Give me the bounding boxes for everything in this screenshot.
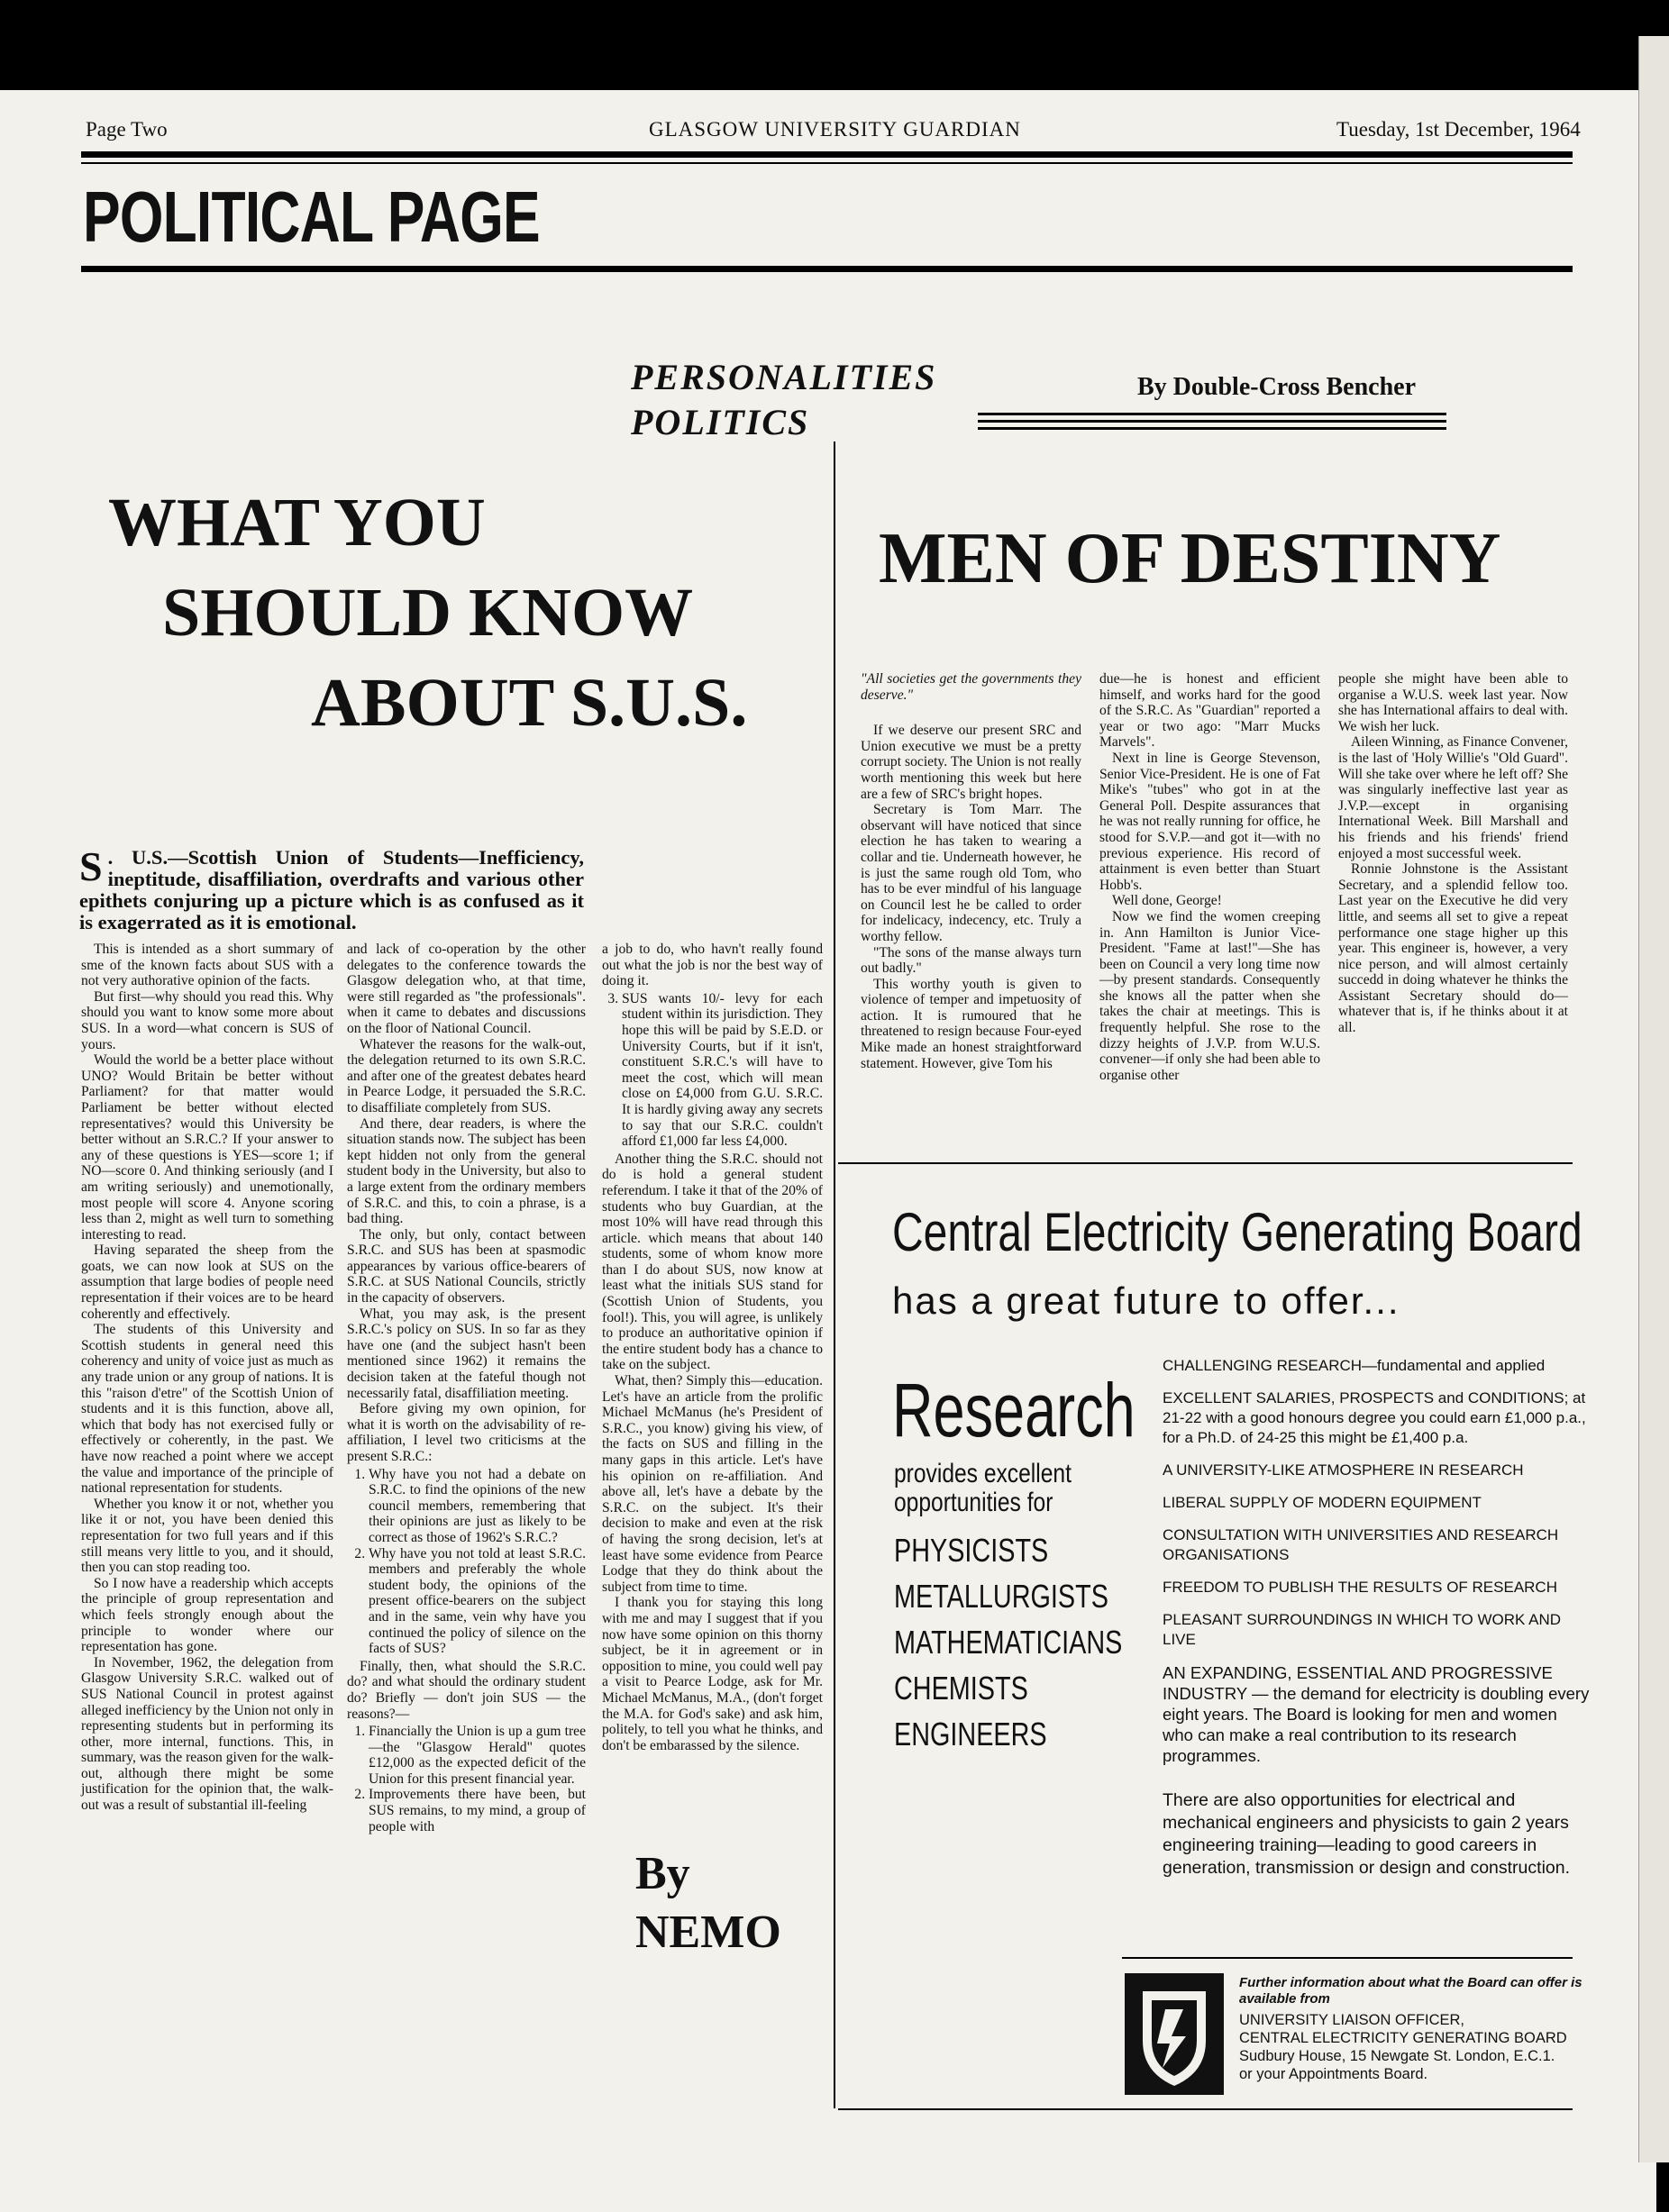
sus-reason-1: 1. Financially the Union is up a gum tree—the "Glasgow Herald" quotes £12,000 as the expected deficit of the Union for this present financial year. <box>369 1724 586 1787</box>
advert-opportunities: There are also opportunities for electrical and mechanical engineers and physicists to gain 2 years engineering training—leading to good careers in generation, transmission or design and construction. <box>1163 1790 1571 1878</box>
sus-c1-p2: But first—why should you read this. Why should you want to know some more about SUS. In a word—what concern is SUS of yours. <box>81 988 333 1052</box>
sus-c3-p3: I thank you for staying this long with me and may I suggest that if you now have some opinion on this thorny subject, be it in agreement or in opposition to mine, you could well pay a visit to Pearce Lodge, ask for Mr. Michael McManus, M.A., (don't forget the M.A. for God's sake) and ask him, politely, to tell you what he thinks, and don't be embarassed by the silence. <box>602 1595 823 1753</box>
cegb-logo <box>1125 1973 1224 2095</box>
advert-contact-rule <box>1122 1957 1573 1959</box>
nemo-byline-name: NEMO <box>635 1907 781 1958</box>
advert-top-rule <box>838 1162 1573 1164</box>
page-label: Page Two <box>86 118 168 141</box>
advert-bottom-rule <box>838 2108 1573 2110</box>
sus-c2-p4: The only, but only, contact between S.R.C. and SUS has been at spasmodic appearances by various office-bearers of S.R.C. at SUS National Councils, strictly in the capacity of observers. <box>347 1226 586 1306</box>
destiny-c1-p3: "The sons of the manse always turn out badly." <box>861 944 1081 977</box>
sus-headline-line1: WHAT YOU <box>108 485 486 560</box>
profession-chemists: CHEMISTS <box>894 1670 1028 1707</box>
sus-column-2 <box>347 942 586 1836</box>
destiny-epigraph: "All societies get the governments they deserve." <box>861 671 1081 703</box>
profession-physicists: PHYSICISTS <box>894 1532 1049 1569</box>
profession-engineers: ENGINEERS <box>894 1716 1047 1752</box>
sus-c3-p1: Another thing the S.R.C. should not do is hold a general student referendum. I take it that of the 20% of students who buy Guardian, at the most 10% will have read through this article. which means that about 140 students, some of whom know more than I do about SUS, now know at least what the initials SUS stand for (Scottish Union of Students, you fool!). This, you will agree, is unlikely to produce an authoritative opinion if the entire student body has a chance to take on the subject. <box>602 1151 823 1373</box>
sus-lead <box>79 843 584 933</box>
page-column-divider <box>834 441 835 2108</box>
contact-line-2: CENTRAL ELECTRICITY GENERATING BOARD <box>1239 2030 1567 2046</box>
sus-c2-p5: What, you may ask, is the present S.R.C.'s policy on SUS. In so far as they have one (and the subject hasn't been mentioned since 1962) it remains the decision taken at the fateful though not necessarily fatal, disaffiliation meeting. <box>347 1306 586 1401</box>
benefit-7: PLEASANT SURROUNDINGS IN WHICH TO WORK AND LIVE <box>1163 1611 1562 1648</box>
sus-c1-p7: So I now have a readership which accepts the principle of group representation and which feels strongly enough about the principle to wonder where our representation has gone. <box>81 1575 333 1655</box>
sus-c1-p4: Having separated the sheep from the goats, we can now look at SUS on the assumption that large bodies of people need representation if their voices are to be heard coherently and effectively. <box>81 1243 333 1322</box>
section-title: POLITICAL PAGE <box>83 177 540 257</box>
destiny-column-1 <box>861 671 1081 1071</box>
destiny-c2-p1: due—he is honest and efficient himself, and works hard for the good of the S.R.C. As "Guardian" reported a year or two ago: "Marr Mucks Marvels". <box>1099 671 1320 751</box>
benefit-expanding: AN EXPANDING, ESSENTIAL AND PROGRESSIVE INDUSTRY — the demand for electricity is doubling every eight years. The Board is looking for men and women who can make a real contribution to its research programmes. <box>1163 1663 1590 1765</box>
sus-c2-p6: Before giving my own opinion, for what it is worth on the advisability of re-affiliation, I level two criticisms at the present S.R.C.: <box>347 1401 586 1464</box>
profession-metallurgists: METALLURGISTS <box>894 1578 1108 1615</box>
advert-title: Central Electricity Generating Board <box>892 1202 1582 1262</box>
benefit-4: LIBERAL SUPPLY OF MODERN EQUIPMENT <box>1163 1494 1482 1511</box>
byline-rule-1 <box>978 413 1446 415</box>
drop-cap: S <box>79 843 103 889</box>
destiny-c3-p1: people she might have been able to organise a W.U.S. week last year. Now she has International affairs to deal with. We wish her luck. <box>1338 671 1568 734</box>
sus-criticisms-list <box>347 1467 586 1657</box>
sus-reason-3: 3. SUS wants 10/- levy for each student within its jurisdiction. They hope this will be paid by S.E.D. or University Courts, but if it isn't, constituent S.R.C.'s will have to meet the cost, which will mean close on £4,000 from G.U. S.R.C. It is hardly giving away any secrets to say that our S.R.C. couldn't afford £1,000 far less £4,000. <box>622 991 823 1150</box>
paper-name: GLASGOW UNIVERSITY GUARDIAN <box>649 118 1021 141</box>
issue-date: Tuesday, 1st December, 1964 <box>1336 118 1581 141</box>
advert-contact <box>1239 2011 1600 2083</box>
benefit-2: EXCELLENT SALARIES, PROSPECTS and CONDITIONS; at 21-22 with a good honours degree you could earn £1,000 p.a., for a Ph.D. of 24-25 this might be £1,400 p.a. <box>1163 1389 1586 1446</box>
destiny-c1-p2: Secretary is Tom Marr. The observant will have noticed that since election he has taken to wearing a collar and tie. Underneath however, he is just the same rough old Tom, who has to be ever mindful of his language on Council lest he be called to order for indelicacy, indecency, etc. Truly a worthy fellow. <box>861 802 1081 944</box>
advert-further-info: Further information about what the Board can offer is available from <box>1239 1975 1582 2007</box>
masthead-rule <box>81 151 1573 158</box>
masthead-rule-thin <box>81 162 1573 164</box>
sus-c1-p3: Would the world be a better place without UNO? Would Britain be better without Parliament? for that matter would Parliament be better without elected representatives? would this University be better without an S.R.C.? If your answer to any of these questions is YES—score 1; if NO—score 0. And thinking seriously (and I am writing seriously) and unemotionally, most people will score 4. Anyone scoring less than 2, might as well turn to something interesting to read. <box>81 1052 333 1243</box>
benefit-5: CONSULTATION WITH UNIVERSITIES AND RESEARCH ORGANISATIONS <box>1163 1526 1559 1563</box>
destiny-c3-p2: Aileen Winning, as Finance Convener, is the last of 'Holy Willie's "Old Guard". Will she take over where he left off? She was singularly ineffective last year as J.V.P.—except in organising International Week. Bill Marshall and his friends and his friends' friend enjoyed a most successful week. <box>1338 734 1568 861</box>
sus-criticism-2: 2. Why have you not told at least S.R.C. members and preferably the whole student body, the opinions of the present office-bearers on the subject and in the same, vein why have you continued the policy of silence on the facts of SUS? <box>369 1546 586 1657</box>
sus-c1-p8: In November, 1962, the delegation from Glasgow University S.R.C. walked out of SUS National Council in protest against alleged inefficiency by the Union not only in representing students but in performing its other, more internal, functions. This, in summary, was the reason given for the walk-out, although there might be some justification for the opinion that, the walk-out was a result of substantial ill-feeling <box>81 1654 333 1814</box>
sus-headline-line3: ABOUT S.U.S. <box>311 665 748 741</box>
advert-provides <box>894 1460 1072 1517</box>
politics-heading: POLITICS <box>631 402 810 442</box>
destiny-c2-p2: Next in line is George Stevenson, Senior Vice-President. He is one of Fat Mike's "tubes" who got in at the General Poll. Despite assurances that he was not really running for office, he stood for S.V.P.—and got it—with no previous experience. His record of attainment is even better than Stuart Hobb's. <box>1099 750 1320 893</box>
sus-c2-p2: Whatever the reasons for the walk-out, the delegation returned to its own S.R.C. and after one of the greatest debates heard in Pearce Lodge, it persuaded the S.R.C. to disaffiliate completely from SUS. <box>347 1036 586 1115</box>
sus-reasons-list-cont <box>602 991 823 1150</box>
adjacent-page-edge <box>1638 36 1669 2162</box>
contact-line-4: or your Appointments Board. <box>1239 2066 1428 2082</box>
sus-c2-p3: And there, dear readers, is where the situation stands now. The subject has been kept hidden not only from the general student body in the University, but also to a large extent from the ordinary members of S.R.C. and this, to coin a phrase, is a bad thing. <box>347 1115 586 1227</box>
destiny-c1-p1: If we deserve our present SRC and Union executive we must be a pretty corrupt society. The Union is not really worth mentioning this week but here are a few of SRC's bright hopes. <box>861 723 1081 802</box>
destiny-c2-p4: Now we find the women creeping in. Ann Hamilton is Junior Vice-President. "Fame at last!"—She has been on Council a very long time now—by present standards. Consequently she knows all the patter when she takes the chair at meetings. This is frequently helpful. She rose to the dizzy heights of J.V.P. from W.U.S. convener—if only she had been able to organise other <box>1099 908 1320 1083</box>
benefit-3: A UNIVERSITY-LIKE ATMOSPHERE IN RESEARCH <box>1163 1461 1524 1479</box>
advert-professions <box>894 1527 1122 1757</box>
profession-mathematicians: MATHEMATICIANS <box>894 1624 1123 1661</box>
destiny-headline: MEN OF DESTINY <box>879 519 1501 598</box>
sus-lead-text: . U.S.—Scottish Union of Students—Inefficiency, ineptitude, disaffiliation, overdrafts and various other epithets conjuring up a picture which is as confused as it is exagerrated as it is emotional. <box>79 846 584 933</box>
sus-column-3 <box>602 942 823 1753</box>
sus-c1-p6: Whether you know it or not, whether you like it or not, you have been denied this representation for two full years and if this still means very little to you, and it should, then you can stop reading too. <box>81 1496 333 1576</box>
byline-rule-3 <box>978 427 1446 430</box>
benefit-6: FREEDOM TO PUBLISH THE RESULTS OF RESEARCH <box>1163 1579 1557 1596</box>
byline-rule-2 <box>978 420 1446 423</box>
sus-c2-p1: and lack of co-operation by the other delegates to the conference towards the Glasgow delegation who, at that time, were still regarded as "the professionals". when it came to debates and discussions on the floor of National Council. <box>347 942 586 1036</box>
section-rule <box>81 266 1573 272</box>
sus-reasons-list <box>347 1724 586 1834</box>
advert-benefits <box>1163 1356 1591 1892</box>
sus-criticism-1: 1. Why have you not had a debate on S.R.C. to find the opinions of the new council members, remembering that their opinions are just as likely to be correct as those of 1962's S.R.C.? <box>369 1467 586 1546</box>
advert-provides-line1: provides excellent <box>894 1459 1072 1488</box>
sus-column-1 <box>81 942 333 1814</box>
destiny-column-2 <box>1099 671 1320 1083</box>
advert-research: Research <box>892 1368 1135 1452</box>
sus-c3-lead: a job to do, who havn't really found out what the job is nor the best way of doing it. <box>602 942 823 989</box>
sus-reason-2: 2. Improvements there have been, but SUS remains, to my mind, a group of people with <box>369 1787 586 1834</box>
benefit-1: CHALLENGING RESEARCH—fundamental and applied <box>1163 1357 1546 1374</box>
personalities-heading: PERSONALITIES <box>631 357 937 397</box>
contact-line-1: UNIVERSITY LIAISON OFFICER, <box>1239 2012 1464 2028</box>
sus-headline-line2: SHOULD KNOW <box>162 575 694 651</box>
destiny-c1-p4: This worthy youth is given to violence of temper and impetuosity of action. It is rumoured that he threatened to resign because Four-eyed Mike made an honest straightforward statement. However, give Tom his <box>861 976 1081 1071</box>
sus-c1-p5: The students of this University and Scottish students in general need this coherency and unity of voice just as much as any trade union or any group of nations. It is this "raison d'etre" of the Scottish Union of students and it is this function, above all, which that body has not exercised fully or effectively or coherently, in the past. We have now reached a point where we accept the value and importance of the principle of national representation for students. <box>81 1322 333 1497</box>
advert-provides-line2: opportunities for <box>894 1488 1053 1517</box>
sus-c3-p2: What, then? Simply this—education. Let's have an article from the prolific Michael McManus (he's President of S.R.C., you know) giving his view, of the facts on SUS and filling in the many gaps in this article. Let's have his opinion on re-affiliation. And above all, let's have a debate by the S.R.C. on the subject. It's their decision to make and even at the risk of having the srong decision, let's at least have some evidence from Pearce Lodge that they do think about the subject from time to time. <box>602 1373 823 1595</box>
personalities-byline: By Double-Cross Bencher <box>1137 373 1417 401</box>
destiny-c3-p3: Ronnie Johnstone is the Assistant Secretary, and a splendid fellow too. Last year on the Executive he did very little, and seems all set to give a repeat performance one stage higher up this year. This engineer is, however, a very nice person, and will almost certainly succedd in doing whatever he thinks the Assistant Secretary should do—whatever that is, if he thinks about it at all. <box>1338 861 1568 1036</box>
sus-c2-after: Finally, then, what should the S.R.C. do? and what should the ordinary student do? Briefly — don't join SUS — the reasons?— <box>347 1658 586 1722</box>
destiny-column-3 <box>1338 671 1568 1036</box>
contact-line-3: Sudbury House, 15 Newgate St. London, E.C.1. <box>1239 2048 1555 2064</box>
nemo-byline-by: By <box>635 1848 690 1899</box>
destiny-c2-p3: Well done, George! <box>1112 893 1222 909</box>
sus-c1-p1: This is intended as a short summary of sme of the known facts about SUS with a not very authorative opinion of the facts. <box>81 942 333 989</box>
advert-subtitle: has a great future to offer... <box>892 1279 1400 1322</box>
